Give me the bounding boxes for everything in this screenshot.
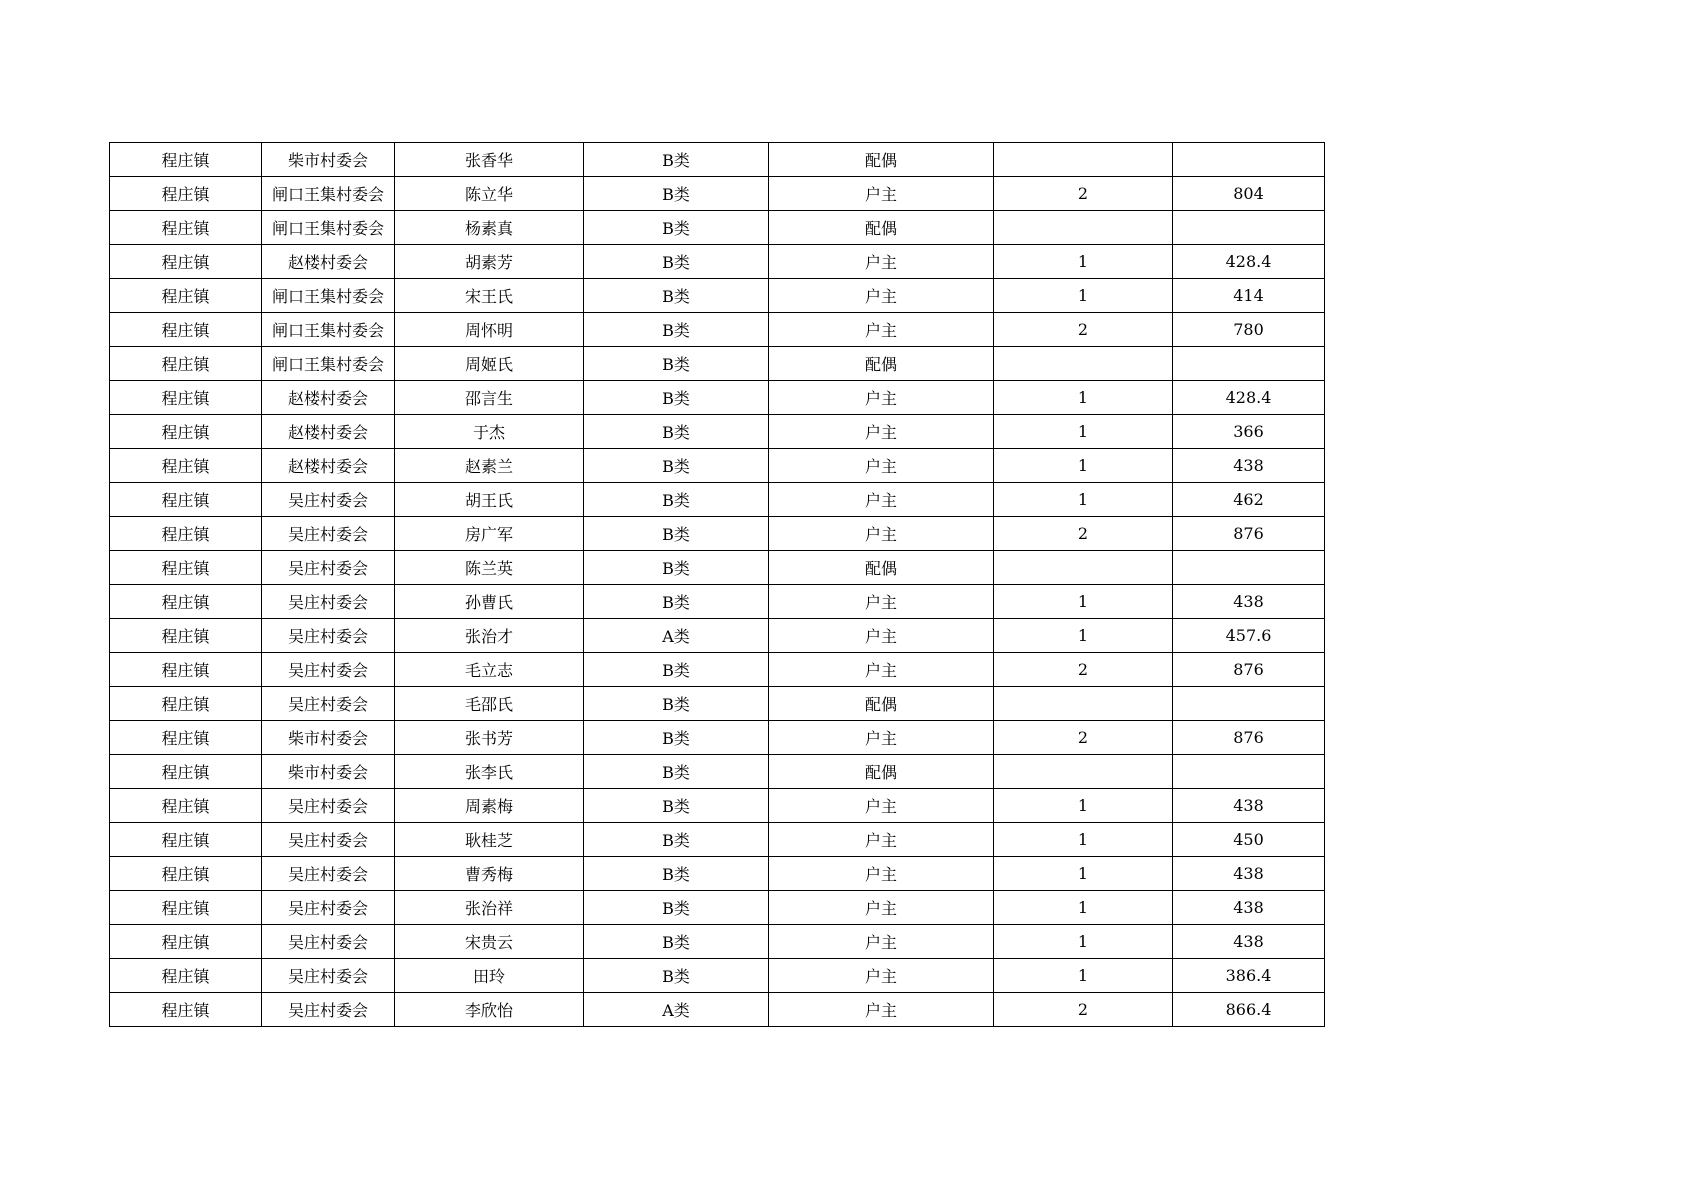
village-cell: 闸口王集村委会	[262, 279, 395, 313]
table-row	[110, 993, 1325, 1027]
category-cell: B类	[584, 143, 769, 177]
town-cell: 程庄镇	[110, 619, 262, 653]
relation-cell: 户主	[769, 517, 994, 551]
name-cell: 宋王氏	[395, 279, 584, 313]
count-cell: 1	[994, 891, 1173, 925]
village-cell: 赵楼村委会	[262, 415, 395, 449]
amount-cell	[1173, 687, 1325, 721]
amount-cell: 438	[1173, 891, 1325, 925]
relation-cell: 配偶	[769, 211, 994, 245]
name-cell: 田玲	[395, 959, 584, 993]
town-cell: 程庄镇	[110, 687, 262, 721]
name-cell: 周怀明	[395, 313, 584, 347]
town-cell: 程庄镇	[110, 245, 262, 279]
name-cell: 张李氏	[395, 755, 584, 789]
name-cell: 房广军	[395, 517, 584, 551]
amount-cell: 876	[1173, 721, 1325, 755]
count-cell: 2	[994, 721, 1173, 755]
amount-cell	[1173, 551, 1325, 585]
name-cell: 张书芳	[395, 721, 584, 755]
name-cell: 张香华	[395, 143, 584, 177]
relation-cell: 户主	[769, 279, 994, 313]
relation-cell: 配偶	[769, 687, 994, 721]
category-cell: B类	[584, 517, 769, 551]
town-cell: 程庄镇	[110, 279, 262, 313]
town-cell: 程庄镇	[110, 415, 262, 449]
relation-cell: 配偶	[769, 551, 994, 585]
village-cell: 吴庄村委会	[262, 653, 395, 687]
category-cell: B类	[584, 381, 769, 415]
table-row	[110, 415, 1325, 449]
table-row	[110, 687, 1325, 721]
count-cell: 2	[994, 313, 1173, 347]
name-cell: 杨素真	[395, 211, 584, 245]
relation-cell: 户主	[769, 483, 994, 517]
town-cell: 程庄镇	[110, 755, 262, 789]
amount-cell: 457.6	[1173, 619, 1325, 653]
amount-cell: 876	[1173, 653, 1325, 687]
table-row	[110, 177, 1325, 211]
table-body	[110, 143, 1325, 1027]
table-row	[110, 619, 1325, 653]
table-row	[110, 721, 1325, 755]
category-cell: B类	[584, 211, 769, 245]
name-cell: 于杰	[395, 415, 584, 449]
village-cell: 吴庄村委会	[262, 551, 395, 585]
table-row	[110, 755, 1325, 789]
count-cell: 2	[994, 993, 1173, 1027]
town-cell: 程庄镇	[110, 857, 262, 891]
count-cell: 1	[994, 585, 1173, 619]
category-cell: B类	[584, 857, 769, 891]
relation-cell: 配偶	[769, 143, 994, 177]
name-cell: 耿桂芝	[395, 823, 584, 857]
count-cell	[994, 143, 1173, 177]
village-cell: 吴庄村委会	[262, 959, 395, 993]
relation-cell: 户主	[769, 823, 994, 857]
relation-cell: 户主	[769, 313, 994, 347]
name-cell: 张治才	[395, 619, 584, 653]
table-row	[110, 483, 1325, 517]
village-cell: 吴庄村委会	[262, 517, 395, 551]
count-cell: 1	[994, 857, 1173, 891]
count-cell: 1	[994, 619, 1173, 653]
village-cell: 吴庄村委会	[262, 483, 395, 517]
category-cell: B类	[584, 245, 769, 279]
name-cell: 胡素芳	[395, 245, 584, 279]
data-table	[109, 142, 1325, 1027]
town-cell: 程庄镇	[110, 721, 262, 755]
town-cell: 程庄镇	[110, 653, 262, 687]
amount-cell	[1173, 755, 1325, 789]
amount-cell: 450	[1173, 823, 1325, 857]
village-cell: 闸口王集村委会	[262, 347, 395, 381]
town-cell: 程庄镇	[110, 517, 262, 551]
relation-cell: 户主	[769, 959, 994, 993]
town-cell: 程庄镇	[110, 143, 262, 177]
village-cell: 柴市村委会	[262, 721, 395, 755]
amount-cell	[1173, 143, 1325, 177]
name-cell: 邵言生	[395, 381, 584, 415]
name-cell: 毛邵氏	[395, 687, 584, 721]
category-cell: B类	[584, 483, 769, 517]
table-row	[110, 381, 1325, 415]
category-cell: B类	[584, 891, 769, 925]
category-cell: B类	[584, 687, 769, 721]
village-cell: 吴庄村委会	[262, 925, 395, 959]
category-cell: B类	[584, 653, 769, 687]
name-cell: 陈兰英	[395, 551, 584, 585]
table-row	[110, 449, 1325, 483]
town-cell: 程庄镇	[110, 381, 262, 415]
table-row	[110, 789, 1325, 823]
amount-cell: 462	[1173, 483, 1325, 517]
village-cell: 柴市村委会	[262, 755, 395, 789]
village-cell: 吴庄村委会	[262, 993, 395, 1027]
village-cell: 柴市村委会	[262, 143, 395, 177]
amount-cell	[1173, 347, 1325, 381]
relation-cell: 配偶	[769, 347, 994, 381]
town-cell: 程庄镇	[110, 585, 262, 619]
table-row	[110, 653, 1325, 687]
name-cell: 陈立华	[395, 177, 584, 211]
relation-cell: 户主	[769, 619, 994, 653]
amount-cell	[1173, 211, 1325, 245]
table-row	[110, 823, 1325, 857]
amount-cell: 438	[1173, 585, 1325, 619]
table-row	[110, 925, 1325, 959]
table-row	[110, 551, 1325, 585]
town-cell: 程庄镇	[110, 891, 262, 925]
town-cell: 程庄镇	[110, 313, 262, 347]
amount-cell: 780	[1173, 313, 1325, 347]
count-cell: 1	[994, 789, 1173, 823]
name-cell: 胡王氏	[395, 483, 584, 517]
category-cell: B类	[584, 925, 769, 959]
amount-cell: 366	[1173, 415, 1325, 449]
table-row	[110, 245, 1325, 279]
name-cell: 曹秀梅	[395, 857, 584, 891]
table-row	[110, 143, 1325, 177]
name-cell: 周姬氏	[395, 347, 584, 381]
category-cell: B类	[584, 823, 769, 857]
village-cell: 闸口王集村委会	[262, 211, 395, 245]
count-cell: 1	[994, 415, 1173, 449]
count-cell: 1	[994, 279, 1173, 313]
count-cell: 1	[994, 823, 1173, 857]
table-row	[110, 857, 1325, 891]
village-cell: 吴庄村委会	[262, 789, 395, 823]
village-cell: 吴庄村委会	[262, 585, 395, 619]
category-cell: B类	[584, 177, 769, 211]
count-cell	[994, 687, 1173, 721]
village-cell: 闸口王集村委会	[262, 313, 395, 347]
village-cell: 吴庄村委会	[262, 891, 395, 925]
category-cell: B类	[584, 585, 769, 619]
category-cell: B类	[584, 313, 769, 347]
town-cell: 程庄镇	[110, 993, 262, 1027]
category-cell: B类	[584, 755, 769, 789]
table-row	[110, 347, 1325, 381]
table-row	[110, 517, 1325, 551]
category-cell: B类	[584, 449, 769, 483]
count-cell: 1	[994, 449, 1173, 483]
table-row	[110, 891, 1325, 925]
town-cell: 程庄镇	[110, 959, 262, 993]
count-cell: 1	[994, 245, 1173, 279]
amount-cell: 438	[1173, 925, 1325, 959]
village-cell: 吴庄村委会	[262, 687, 395, 721]
count-cell	[994, 211, 1173, 245]
category-cell: B类	[584, 721, 769, 755]
name-cell: 赵素兰	[395, 449, 584, 483]
relation-cell: 户主	[769, 857, 994, 891]
relation-cell: 户主	[769, 585, 994, 619]
town-cell: 程庄镇	[110, 925, 262, 959]
category-cell: A类	[584, 993, 769, 1027]
table-row	[110, 279, 1325, 313]
table-row	[110, 959, 1325, 993]
town-cell: 程庄镇	[110, 177, 262, 211]
category-cell: A类	[584, 619, 769, 653]
village-cell: 闸口王集村委会	[262, 177, 395, 211]
name-cell: 周素梅	[395, 789, 584, 823]
amount-cell: 386.4	[1173, 959, 1325, 993]
count-cell: 1	[994, 483, 1173, 517]
count-cell: 1	[994, 381, 1173, 415]
relation-cell: 户主	[769, 653, 994, 687]
village-cell: 吴庄村委会	[262, 823, 395, 857]
village-cell: 赵楼村委会	[262, 381, 395, 415]
count-cell	[994, 551, 1173, 585]
category-cell: B类	[584, 415, 769, 449]
relation-cell: 户主	[769, 381, 994, 415]
village-cell: 赵楼村委会	[262, 245, 395, 279]
relation-cell: 户主	[769, 891, 994, 925]
amount-cell: 438	[1173, 449, 1325, 483]
table-row	[110, 313, 1325, 347]
relation-cell: 户主	[769, 993, 994, 1027]
name-cell: 宋贵云	[395, 925, 584, 959]
relation-cell: 户主	[769, 415, 994, 449]
amount-cell: 438	[1173, 789, 1325, 823]
amount-cell: 876	[1173, 517, 1325, 551]
count-cell	[994, 347, 1173, 381]
amount-cell: 804	[1173, 177, 1325, 211]
category-cell: B类	[584, 279, 769, 313]
name-cell: 李欣怡	[395, 993, 584, 1027]
table-row	[110, 211, 1325, 245]
relation-cell: 配偶	[769, 755, 994, 789]
amount-cell: 428.4	[1173, 381, 1325, 415]
town-cell: 程庄镇	[110, 449, 262, 483]
count-cell: 2	[994, 653, 1173, 687]
town-cell: 程庄镇	[110, 483, 262, 517]
amount-cell: 866.4	[1173, 993, 1325, 1027]
town-cell: 程庄镇	[110, 211, 262, 245]
count-cell: 2	[994, 517, 1173, 551]
category-cell: B类	[584, 551, 769, 585]
town-cell: 程庄镇	[110, 551, 262, 585]
village-cell: 赵楼村委会	[262, 449, 395, 483]
amount-cell: 438	[1173, 857, 1325, 891]
table-row	[110, 585, 1325, 619]
village-cell: 吴庄村委会	[262, 857, 395, 891]
amount-cell: 414	[1173, 279, 1325, 313]
relation-cell: 户主	[769, 245, 994, 279]
relation-cell: 户主	[769, 721, 994, 755]
town-cell: 程庄镇	[110, 789, 262, 823]
name-cell: 张治祥	[395, 891, 584, 925]
relation-cell: 户主	[769, 789, 994, 823]
village-cell: 吴庄村委会	[262, 619, 395, 653]
category-cell: B类	[584, 789, 769, 823]
name-cell: 孙曹氏	[395, 585, 584, 619]
town-cell: 程庄镇	[110, 347, 262, 381]
amount-cell: 428.4	[1173, 245, 1325, 279]
category-cell: B类	[584, 347, 769, 381]
count-cell: 1	[994, 925, 1173, 959]
count-cell: 2	[994, 177, 1173, 211]
category-cell: B类	[584, 959, 769, 993]
relation-cell: 户主	[769, 177, 994, 211]
relation-cell: 户主	[769, 925, 994, 959]
town-cell: 程庄镇	[110, 823, 262, 857]
count-cell	[994, 755, 1173, 789]
relation-cell: 户主	[769, 449, 994, 483]
name-cell: 毛立志	[395, 653, 584, 687]
count-cell: 1	[994, 959, 1173, 993]
